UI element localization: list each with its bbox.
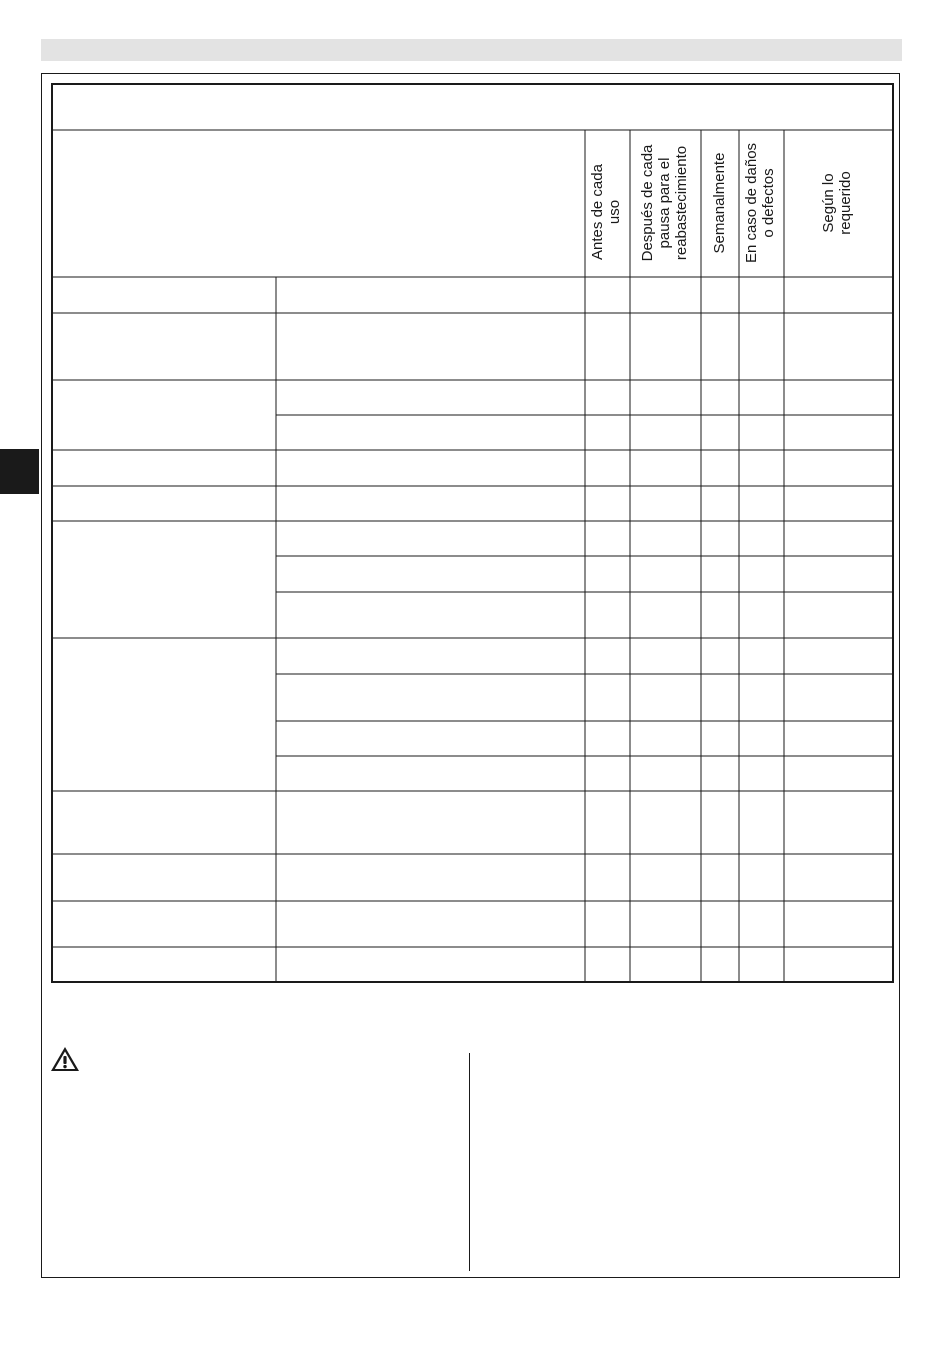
header-segun-requerido: Según lo requerido — [820, 171, 854, 235]
header-semanalmente: Semanalmente — [711, 152, 728, 254]
warning-triangle-icon — [50, 1046, 80, 1072]
header-despues-reabastecimiento: Después de cada pausa para el reabastecimiento — [639, 144, 690, 262]
header-antes-de-cada-uso: Antes de cada uso — [589, 164, 623, 260]
header-danos-defectos: En caso de daños o defectos — [743, 142, 777, 264]
column-divider — [469, 1053, 470, 1271]
